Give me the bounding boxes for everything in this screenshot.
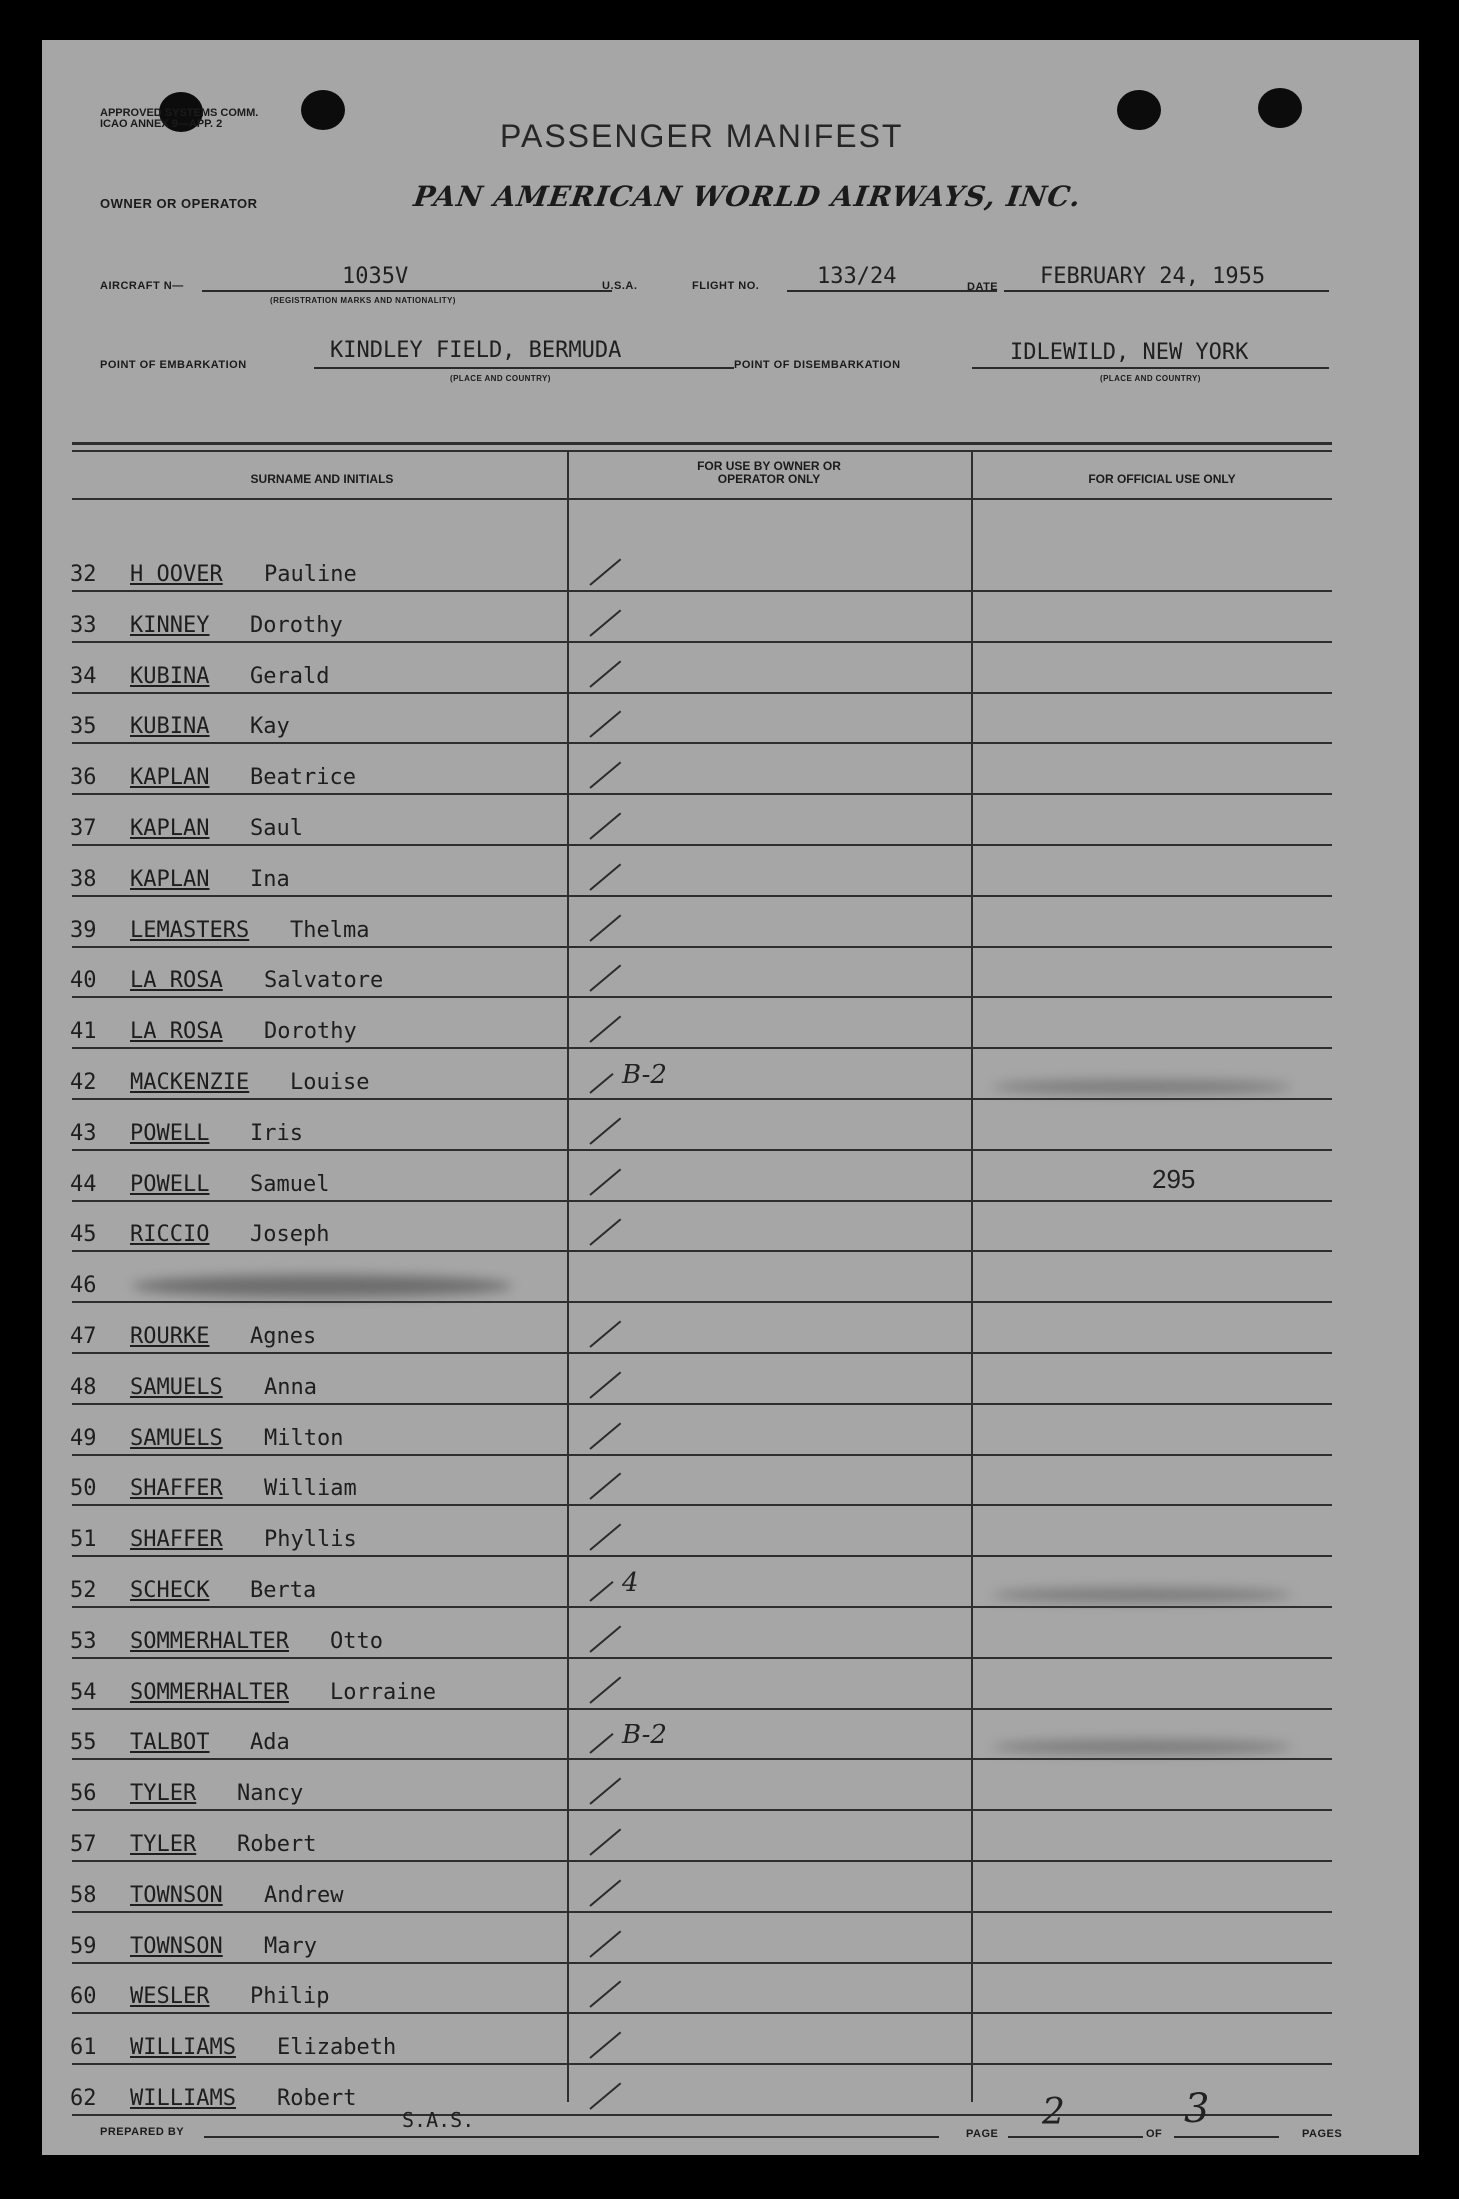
passenger-surname: WESLER (130, 1984, 210, 2009)
table-row (42, 1515, 1419, 1555)
passenger-surname: TOWNSON (130, 1934, 223, 1959)
passenger-given-name: Nancy (237, 1781, 304, 1806)
row-number: 62 (70, 2086, 97, 2111)
row-rule (72, 1149, 1332, 1151)
passenger-given-name: Iris (250, 1121, 303, 1146)
table-row (42, 1363, 1419, 1403)
row-rule (72, 2114, 1332, 2116)
page-label: PAGE (966, 2128, 999, 2140)
company-name: PAN AMERICAN WORLD AIRWAYS, INC. (411, 180, 1084, 213)
passenger-given-name: Ada (250, 1730, 290, 1755)
check-mark-icon (589, 1880, 621, 1907)
table-row (42, 1566, 1419, 1606)
punch-hole (1117, 90, 1161, 130)
table-row (42, 652, 1419, 692)
table-row (42, 1312, 1419, 1352)
table-row (42, 804, 1419, 844)
passenger-given-name: Saul (250, 816, 303, 841)
column-header-owner-use: FOR USE BY OWNER OR OPERATOR ONLY (697, 459, 841, 486)
row-number: 41 (70, 1019, 97, 1044)
manifest-sheet (42, 40, 1419, 2155)
prepared-by-value: S.A.S. (402, 2108, 475, 2132)
row-rule (72, 1352, 1332, 1354)
passenger-surname: KAPLAN (130, 816, 210, 841)
passenger-given-name: Dorothy (250, 613, 343, 638)
row-number: 48 (70, 1375, 97, 1400)
table-row (42, 1160, 1419, 1200)
row-rule (72, 946, 1332, 948)
table-row (42, 702, 1419, 742)
table-row (42, 1007, 1419, 1047)
embark-label: POINT OF EMBARKATION (100, 359, 247, 371)
row-number: 60 (70, 1984, 97, 2009)
passenger-given-name: Agnes (250, 1324, 317, 1349)
check-mark-icon (589, 610, 621, 637)
passenger-given-name: Phyllis (264, 1527, 357, 1552)
passenger-given-name: Thelma (290, 918, 370, 943)
approval-stamp: APPROVED SYSTEMS COMM. ICAO ANNEX 9—APP. 2 (100, 107, 259, 130)
check-mark-icon (589, 1016, 621, 1043)
passenger-given-name: Samuel (250, 1172, 330, 1197)
passenger-given-name: Robert (277, 2086, 357, 2111)
total-pages: 3 (1184, 2086, 1210, 2132)
passenger-surname: KUBINA (130, 714, 210, 739)
row-rule (72, 1504, 1332, 1506)
row-rule (72, 1962, 1332, 1964)
prepared-by-underline (204, 2136, 939, 2138)
table-row (42, 753, 1419, 793)
passenger-surname: SAMUELS (130, 1375, 223, 1400)
date-label: DATE (967, 281, 999, 293)
table-row (42, 1668, 1419, 1708)
row-rule (72, 1860, 1332, 1862)
passenger-surname: RICCIO (130, 1222, 210, 1247)
passenger-surname: LEMASTERS (130, 918, 250, 943)
table-row (42, 956, 1419, 996)
row-rule (72, 1555, 1332, 1557)
passenger-given-name: Philip (250, 1984, 330, 2009)
page-number: 2 (1042, 2092, 1065, 2133)
row-number: 54 (70, 1680, 97, 1705)
row-number: 36 (70, 765, 97, 790)
date-underline (1004, 290, 1329, 292)
row-number: 46 (70, 1273, 97, 1298)
check-mark-icon (589, 1073, 613, 1094)
passenger-given-name: William (264, 1476, 357, 1501)
table-row (42, 1210, 1419, 1250)
passenger-surname: SCHECK (130, 1578, 210, 1603)
row-rule (72, 742, 1332, 744)
passenger-given-name: Anna (264, 1375, 317, 1400)
row-rule (72, 1403, 1332, 1405)
page-title: PASSENGER MANIFEST (500, 118, 904, 154)
check-mark-icon (589, 1677, 621, 1704)
disembark-label: POINT OF DISEMBARKATION (734, 359, 901, 371)
table-row (42, 2023, 1419, 2063)
check-mark-icon (589, 2083, 621, 2110)
passenger-surname: TALBOT (130, 1730, 210, 1755)
column-header-official-use: FOR OFFICIAL USE ONLY (1088, 472, 1236, 486)
check-mark-icon (589, 864, 621, 891)
check-mark-icon (589, 1219, 621, 1246)
table-row (42, 1617, 1419, 1657)
passenger-surname: POWELL (130, 1172, 210, 1197)
row-number: 37 (70, 816, 97, 841)
check-mark-icon (589, 1423, 621, 1450)
row-number: 49 (70, 1426, 97, 1451)
check-mark-icon (589, 711, 621, 738)
row-number: 50 (70, 1476, 97, 1501)
table-row (42, 1718, 1419, 1758)
owner-note: B-2 (622, 1060, 667, 1090)
table-row (42, 855, 1419, 895)
row-rule (72, 1809, 1332, 1811)
row-number: 47 (70, 1324, 97, 1349)
passenger-given-name: Berta (250, 1578, 317, 1603)
row-number: 61 (70, 2035, 97, 2060)
row-number: 44 (70, 1172, 97, 1197)
check-mark-icon (589, 1321, 621, 1348)
passenger-surname: TYLER (130, 1781, 197, 1806)
disembark-caption: (PLACE AND COUNTRY) (1100, 374, 1201, 383)
row-number: 38 (70, 867, 97, 892)
passenger-given-name: Beatrice (250, 765, 356, 790)
disembark-value: IDLEWILD, NEW YORK (1010, 340, 1249, 365)
embark-underline (314, 367, 734, 369)
check-mark-icon (589, 1473, 621, 1500)
passenger-surname: SHAFFER (130, 1476, 223, 1501)
passenger-given-name: Kay (250, 714, 290, 739)
row-number: 56 (70, 1781, 97, 1806)
row-rule (72, 590, 1332, 592)
table-row (42, 1972, 1419, 2012)
check-mark-icon (589, 813, 621, 840)
passenger-surname: H OOVER (130, 562, 223, 587)
passenger-given-name: Robert (237, 1832, 317, 1857)
punch-hole (1258, 88, 1302, 128)
aircraft-underline (202, 290, 612, 292)
row-rule (72, 1708, 1332, 1710)
owner-note: 4 (622, 1568, 639, 1598)
check-mark-icon (589, 1981, 621, 2008)
row-rule (72, 895, 1332, 897)
of-label: OF (1146, 2128, 1163, 2140)
row-number: 51 (70, 1527, 97, 1552)
check-mark-icon (589, 1733, 613, 1754)
punch-hole (301, 90, 345, 130)
check-mark-icon (589, 1118, 621, 1145)
row-rule (72, 1098, 1332, 1100)
passenger-given-name: Dorothy (264, 1019, 357, 1044)
erased-official-entry-smudge (992, 1080, 1292, 1094)
erased-entry-smudge (132, 1275, 512, 1297)
row-number: 40 (70, 968, 97, 993)
check-mark-icon (589, 1169, 621, 1196)
row-rule (72, 1454, 1332, 1456)
passenger-given-name: Louise (290, 1070, 370, 1095)
passenger-given-name: Salvatore (264, 968, 384, 993)
row-rule (72, 793, 1332, 795)
check-mark-icon (589, 661, 621, 688)
row-rule (72, 1301, 1332, 1303)
flight-label: FLIGHT NO. (692, 280, 760, 292)
flight-value: 133/24 (817, 264, 897, 289)
check-mark-icon (589, 559, 621, 586)
row-number: 35 (70, 714, 97, 739)
passenger-surname: KUBINA (130, 664, 210, 689)
check-mark-icon (589, 1626, 621, 1653)
passenger-given-name: Gerald (250, 664, 330, 689)
page-underline (1008, 2136, 1143, 2138)
table-row (42, 550, 1419, 590)
table-row (42, 1261, 1419, 1301)
row-rule (72, 2063, 1332, 2065)
check-mark-icon (589, 1581, 613, 1602)
owner-note: B-2 (622, 1720, 667, 1750)
owner-label: OWNER OR OPERATOR (100, 196, 258, 211)
embark-caption: (PLACE AND COUNTRY) (450, 374, 551, 383)
row-number: 45 (70, 1222, 97, 1247)
table-row (42, 2074, 1419, 2114)
row-rule (72, 844, 1332, 846)
date-value: FEBRUARY 24, 1955 (1040, 264, 1266, 289)
row-rule (72, 1758, 1332, 1760)
check-mark-icon (589, 915, 621, 942)
row-number: 33 (70, 613, 97, 638)
check-mark-icon (589, 1372, 621, 1399)
row-rule (72, 1911, 1332, 1913)
table-row (42, 906, 1419, 946)
row-number: 43 (70, 1121, 97, 1146)
check-mark-icon (589, 965, 621, 992)
table-row (42, 1871, 1419, 1911)
row-rule (72, 2012, 1332, 2014)
passenger-surname: SOMMERHALTER (130, 1629, 289, 1654)
aircraft-label: AIRCRAFT N— (100, 280, 184, 292)
passenger-given-name: Otto (330, 1629, 383, 1654)
passenger-given-name: Ina (250, 867, 290, 892)
passenger-given-name: Andrew (264, 1883, 344, 1908)
passenger-given-name: Milton (264, 1426, 344, 1451)
table-row (42, 1414, 1419, 1454)
passenger-surname: ROURKE (130, 1324, 210, 1349)
check-mark-icon (589, 762, 621, 789)
passenger-surname: MACKENZIE (130, 1070, 250, 1095)
passenger-surname: KINNEY (130, 613, 210, 638)
registration-caption: (REGISTRATION MARKS AND NATIONALITY) (270, 296, 456, 305)
row-number: 34 (70, 664, 97, 689)
passenger-given-name: Lorraine (330, 1680, 436, 1705)
table-top-rule-2 (72, 450, 1332, 452)
passenger-surname: KAPLAN (130, 765, 210, 790)
prepared-by-label: PREPARED BY (100, 2126, 185, 2138)
row-rule (72, 1200, 1332, 1202)
row-number: 53 (70, 1629, 97, 1654)
passenger-surname: SAMUELS (130, 1426, 223, 1451)
pages-label: PAGES (1302, 2128, 1343, 2140)
row-rule (72, 692, 1332, 694)
aircraft-value: 1035V (342, 264, 409, 289)
passenger-surname: WILLIAMS (130, 2086, 236, 2111)
row-number: 32 (70, 562, 97, 587)
table-top-rule (72, 442, 1332, 445)
table-row (42, 1922, 1419, 1962)
passenger-surname: TOWNSON (130, 1883, 223, 1908)
table-row (42, 1820, 1419, 1860)
erased-official-entry-smudge (992, 1588, 1292, 1602)
row-rule (72, 641, 1332, 643)
row-number: 55 (70, 1730, 97, 1755)
header-bottom-rule (72, 498, 1332, 500)
passenger-surname: LA ROSA (130, 1019, 223, 1044)
passenger-surname: SHAFFER (130, 1527, 223, 1552)
check-mark-icon (589, 1829, 621, 1856)
passenger-surname: LA ROSA (130, 968, 223, 993)
usa-label: U.S.A. (602, 280, 638, 292)
passenger-surname: SOMMERHALTER (130, 1680, 289, 1705)
check-mark-icon (589, 2032, 621, 2059)
row-rule (72, 1047, 1332, 1049)
table-row (42, 1464, 1419, 1504)
passenger-given-name: Mary (264, 1934, 317, 1959)
row-rule (72, 1657, 1332, 1659)
table-row (42, 1109, 1419, 1149)
passenger-given-name: Elizabeth (277, 2035, 397, 2060)
check-mark-icon (589, 1778, 621, 1805)
row-rule (72, 1250, 1332, 1252)
passenger-surname: WILLIAMS (130, 2035, 236, 2060)
disembark-underline (972, 367, 1329, 369)
check-mark-icon (589, 1931, 621, 1958)
erased-official-entry-smudge (992, 1740, 1292, 1754)
passenger-surname: KAPLAN (130, 867, 210, 892)
row-number: 58 (70, 1883, 97, 1908)
flight-underline (787, 290, 997, 292)
row-number: 52 (70, 1578, 97, 1603)
row-rule (72, 996, 1332, 998)
embark-value: KINDLEY FIELD, BERMUDA (330, 338, 622, 363)
passenger-given-name: Pauline (264, 562, 357, 587)
of-underline (1174, 2136, 1279, 2138)
column-header-surname: SURNAME AND INITIALS (250, 472, 394, 486)
official-entry: 295 (1152, 1164, 1196, 1194)
row-number: 59 (70, 1934, 97, 1959)
passenger-given-name: Joseph (250, 1222, 330, 1247)
row-rule (72, 1606, 1332, 1608)
table-row (42, 1058, 1419, 1098)
row-number: 42 (70, 1070, 97, 1095)
table-row (42, 1769, 1419, 1809)
row-number: 57 (70, 1832, 97, 1857)
row-number: 39 (70, 918, 97, 943)
passenger-surname: TYLER (130, 1832, 197, 1857)
table-row (42, 601, 1419, 641)
passenger-surname: POWELL (130, 1121, 210, 1146)
check-mark-icon (589, 1524, 621, 1551)
